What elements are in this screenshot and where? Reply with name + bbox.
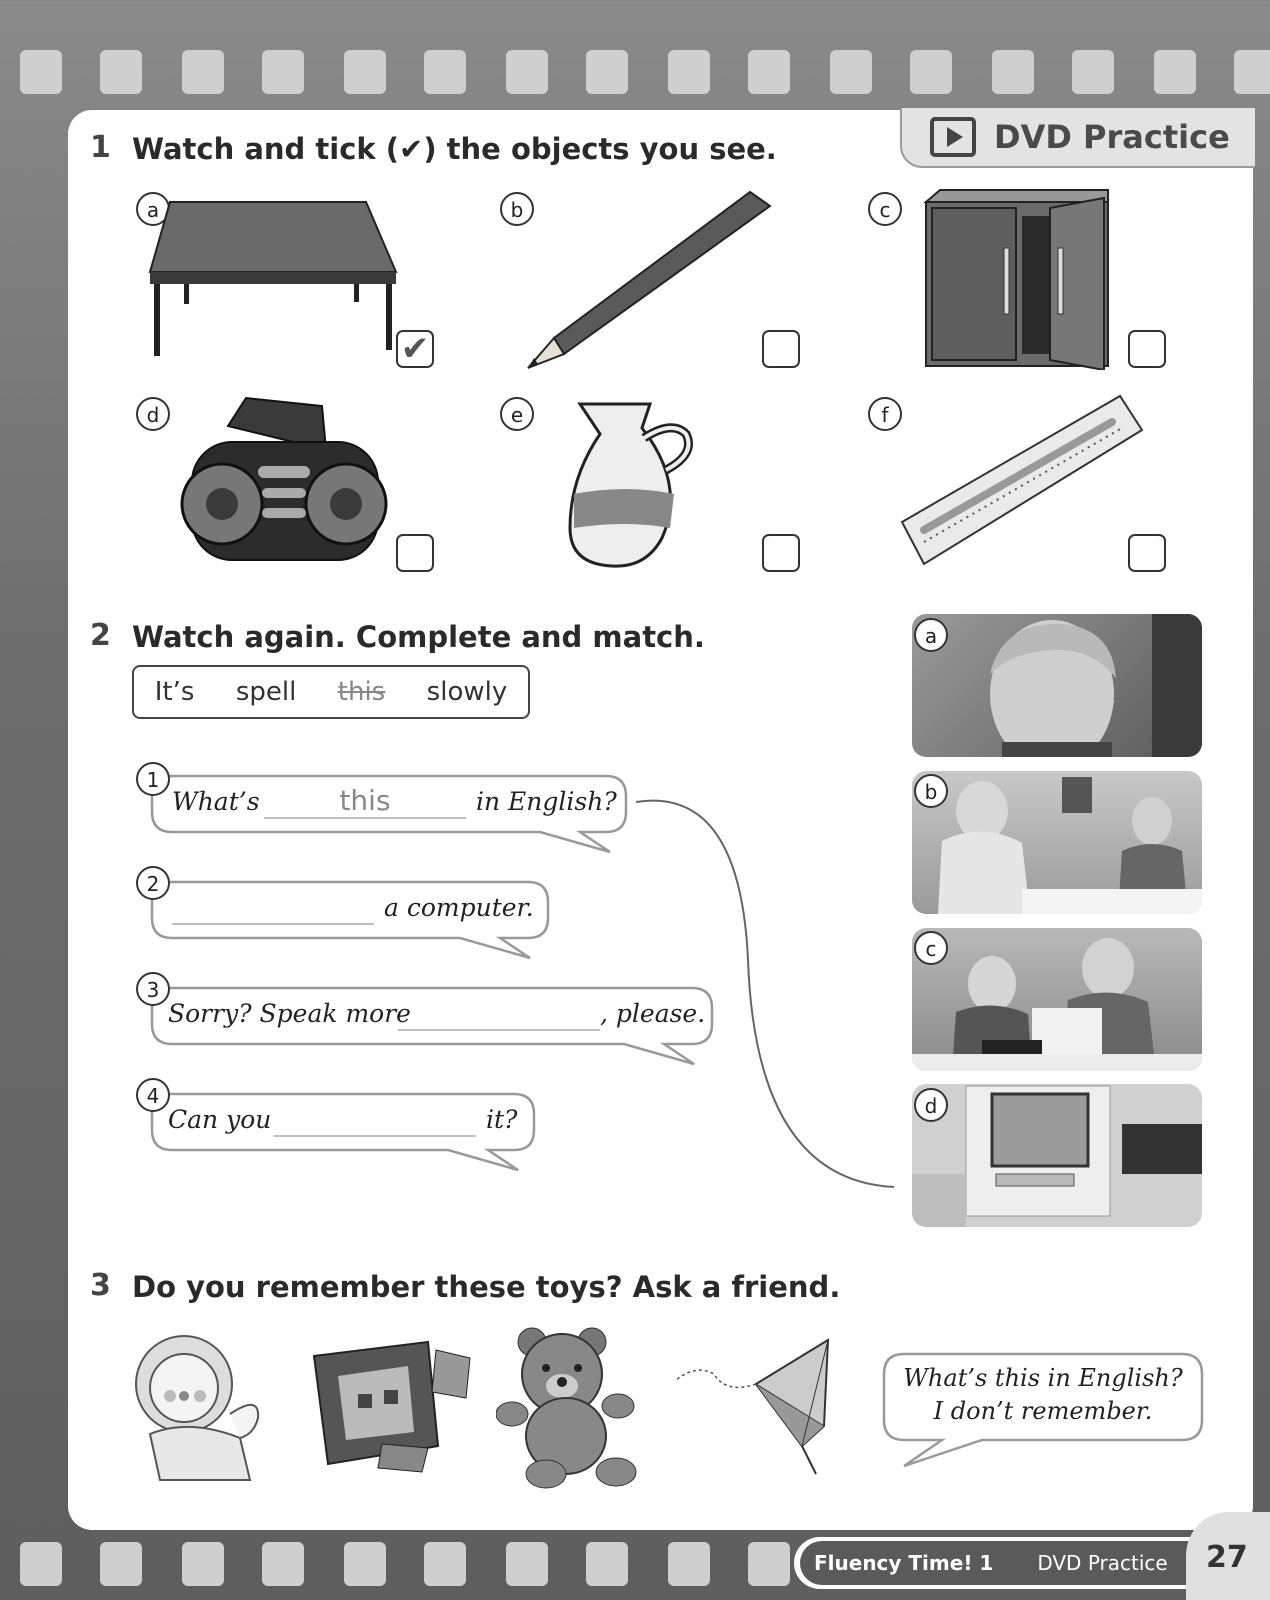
- sentence-1-before: What’s: [172, 787, 260, 816]
- exercise-1-instruction: Watch and tick (✔) the objects you see.: [132, 132, 777, 166]
- word-bank-item: spell: [235, 677, 297, 707]
- word-bank-item: slowly: [426, 677, 508, 707]
- sentence-2-number: 2: [136, 866, 170, 900]
- item-a-letter: a: [136, 192, 170, 226]
- sentence-1-answer[interactable]: this: [339, 784, 391, 817]
- word-bank-item: It’s: [154, 677, 195, 707]
- dvd-practice-label: DVD Practice: [994, 118, 1230, 156]
- photo-b-scene: [912, 771, 1202, 914]
- speech-line-2: I don’t remember.: [933, 1397, 1153, 1425]
- photo-d-letter: d: [914, 1088, 948, 1122]
- photo-c-letter: c: [914, 931, 948, 965]
- sentence-4-after: it?: [486, 1105, 518, 1134]
- exercise-3-instruction: Do you remember these toys? Ask a friend.: [132, 1270, 841, 1304]
- sentence-2-after: a computer.: [384, 893, 534, 922]
- footer-section: DVD Practice: [1037, 1551, 1168, 1575]
- teddy-bear-image: [496, 1324, 646, 1490]
- photo-d: [912, 1084, 1202, 1227]
- exercise-2-number: 2: [90, 618, 111, 653]
- exercise-2-instruction: Watch again. Complete and match.: [132, 620, 705, 654]
- puzzle-image: [308, 1336, 478, 1476]
- sentence-3-after: , please.: [600, 999, 706, 1028]
- sentence-3-before: Sorry? Speak more: [168, 999, 411, 1028]
- photo-d-scene: [912, 1084, 1202, 1227]
- item-f-letter: f: [868, 397, 902, 431]
- page-number-corner: [1186, 1512, 1270, 1600]
- exercise-1-number: 1: [90, 130, 111, 165]
- photo-c-scene: [912, 928, 1202, 1071]
- sentence-1-after: in English?: [476, 787, 617, 816]
- footer-bar: [800, 1541, 1212, 1585]
- photo-a-letter: a: [914, 618, 948, 652]
- sentence-4-number: 4: [136, 1078, 170, 1112]
- item-e-letter: e: [500, 397, 534, 431]
- item-c-letter: c: [868, 192, 902, 226]
- word-bank-item-used: this: [337, 677, 386, 707]
- speech-line-1: What’s this in English?: [903, 1364, 1183, 1392]
- photo-c: [912, 928, 1202, 1071]
- sentence-1-number: 1: [136, 762, 170, 796]
- photo-b: [912, 771, 1202, 914]
- tick-box-a[interactable]: ✔: [396, 330, 434, 368]
- sentence-3-number: 3: [136, 972, 170, 1006]
- photo-a: [912, 614, 1202, 757]
- kite-image: [666, 1334, 836, 1484]
- photo-a-scene: [912, 614, 1202, 757]
- item-b-letter: b: [500, 192, 534, 226]
- exercise-3-number: 3: [90, 1268, 111, 1303]
- footer-book-title: Fluency Time! 1: [814, 1551, 994, 1575]
- photo-b-letter: b: [914, 774, 948, 808]
- page-number: 27: [1206, 1540, 1248, 1575]
- speech-bubble-text: [884, 1362, 1202, 1428]
- item-d-letter: d: [136, 397, 170, 431]
- sentence-4-before: Can you: [168, 1105, 272, 1134]
- doll-image: [130, 1334, 290, 1482]
